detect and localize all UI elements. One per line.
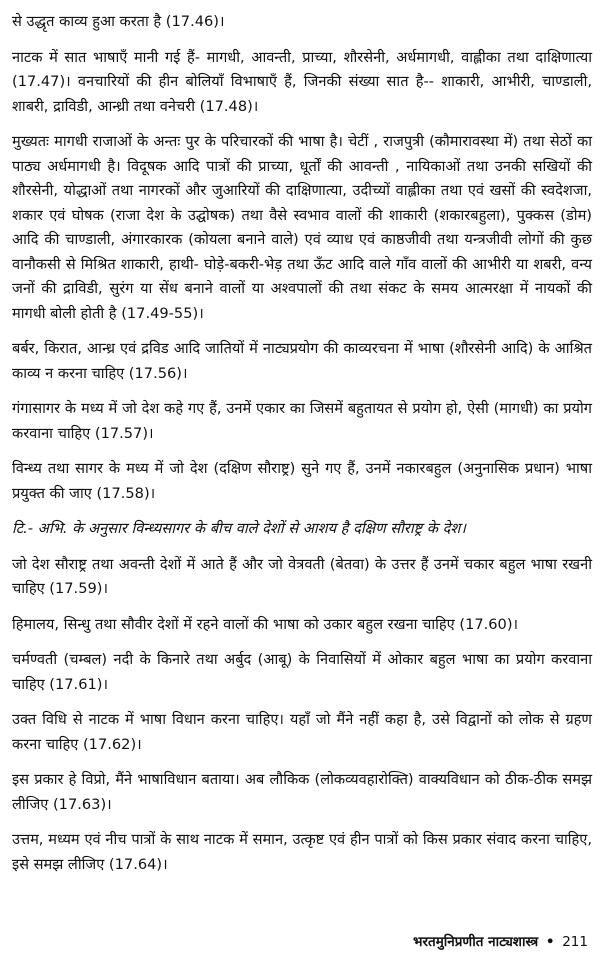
paragraph-6: विन्ध्य तथा सागर के मध्य में जो देश (दक्षिण सौराष्ट्र) सुने गए हैं, उनमें नकारबहुल (अनुनासिक प्रधान) भाषा प्रयुक्त की जाए (17.58)। xyxy=(12,460,592,502)
paragraph-10: चर्मण्वती (चम्बल) नदी के किनारे तथा अर्बुद (आबू) के निवासियों में ओकार बहुल भाषा का प्रयोग करवाना चाहिए (17.61)। xyxy=(12,651,592,693)
page-number: 211 xyxy=(562,934,588,950)
page-body xyxy=(12,10,592,888)
paragraph-8: जो देश सौराष्ट्र तथा अवन्ती देशों में आते हैं और जो वेत्रवती (बेतवा) के उत्तर हैं उनमें चकार बहुल भाषा रखनी चाहिए (17.59)। xyxy=(12,555,592,597)
paragraph-3: मुख्यतः मागधी राजाओं के अन्तः पुर के परिचारकों की भाषा है। चेटीं , राजपुत्री (कौमारावस्था में) तथा सेठों का पाठ्य अर्धमागधी है। विदूषक आदि पात्रों की प्राच्या, धूर्तों की आवन्ती , नायिकाओं तथा उनकी सखियों की शौरसेनी, योद्धाओं तथा नागरकों और जुआरियों की दाक्षिणात्या, उदीच्यों वाह्लीका तथा एवं खसों की स्वदेशजा, शकार एवं घोषक (राजा देश के उद्घोषक) तथा वैसे स्वभाव वालों की शाकारी (शकारबहुला), पुक्कस (डोम) आदि की चाण्डाली, अंगारकारक (कोयला बनाने वाले) एवं व्याध एवं काष्ठजीवी तथा यन्त्रजीवी लोगों की कुछ वानौकसी से मिश्रित शाकारी, हाथी- घोड़े-बकरी-भेड़ तथा ऊँट आदि वाले गाँव वालों की आभीरी या शबरी, वन्य जनों की द्राविडी, सुरंग या सेंध बनाने वालों या अश्वपालों की तथा संकट के समय आत्मरक्षा में नायकों की मागधी बोली होती है (17.49-55)। xyxy=(12,133,592,322)
paragraph-2: नाटक में सात भाषाएँ मानी गई हैं- मागधी, आवन्ती, प्राच्या, शौरसेनी, अर्धमागधी, वाह्लीका तथा दाक्षिणात्या (17.47)। वनचारियों की हीन बोलियाँ विभाषाएँ हैं, जिनकी संख्या सात है-- शाकारी, आभीरी, चाण्डाली, शाबरी, द्राविडी, आन्ध्री तथा वनेचरी (17.48)। xyxy=(12,48,592,115)
paragraph-12: इस प्रकार हे विप्रो, मैंने भाषाविधान बताया। अब लौकिक (लोकव्यवहारोक्ति) वाक्यविधान को ठीक-ठीक समझ लीजिए (17.63)। xyxy=(12,771,592,813)
paragraph-5: गंगासागर के मध्य में जो देश कहे गए हैं, उनमें एकार का जिसमें बहुतायत से प्रयोग हो, ऐसी (मागधी) का प्रयोग करवाना चाहिए (17.57)। xyxy=(12,400,592,442)
running-title: भरतमुनिप्रणीत नाट्यशास्त्र xyxy=(412,934,539,950)
footer-separator: • xyxy=(545,934,555,950)
paragraph-13: उत्तम, मध्यम एवं नीच पात्रों के साथ नाटक में समान, उत्कृष्ट एवं हीन पात्रों को किस प्रकार संवाद करना चाहिए, इसे समझ लीजिए (17.64)। xyxy=(12,831,592,873)
paragraph-9: हिमालय, सिन्धु तथा सौवीर देशों में रहने वालों की भाषा को उकार बहुल रखना चाहिए (17.60)। xyxy=(12,615,519,633)
paragraph-11: उक्त विधि से नाटक में भाषा विधान करना चाहिए। यहाँ जो मैंने नहीं कहा है, उसे विद्वानों को लोक से ग्रहण करना चाहिए (17.62)। xyxy=(12,711,592,753)
paragraph-4: बर्बर, किरात, आन्ध्र एवं द्रविड आदि जातियों में नाट्यप्रयोग की काव्यरचना में भाषा (शौरसेनी आदि) के आश्रित काव्य न करना चाहिए (17.56)। xyxy=(12,340,592,382)
paragraph-1: से उद्धृत काव्य हुआ करता है (17.46)। xyxy=(12,13,225,30)
footnote-paragraph: टि.- अभि. के अनुसार विन्ध्यसागर के बीच वाले देशों से आशय है दक्षिण सौराष्ट्र के देश। xyxy=(12,520,466,537)
page-footer xyxy=(413,932,588,950)
